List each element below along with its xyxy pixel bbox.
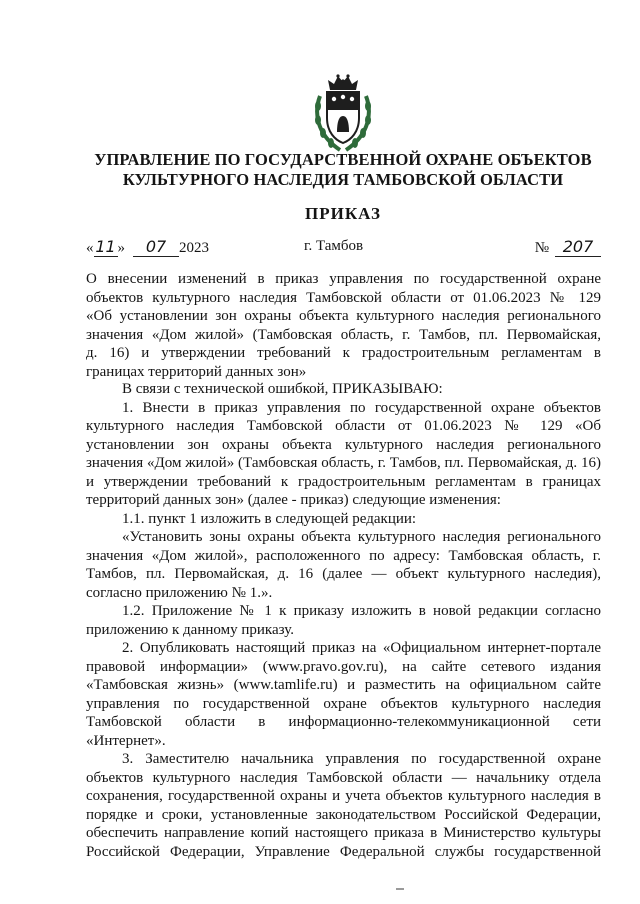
number-value: 207	[555, 238, 601, 257]
paragraph-1-1-quote: «Установить зоны охраны объекта культурного наследия регионального значения «Дом жилой», расположенного по адресу: Тамбовская область, г. Тамбов, пл. Первомайская, д. 16 (далее — объект культурного наследия), согласно приложению № 1.».	[86, 529, 601, 601]
intro-paragraph: В связи с технической ошибкой, ПРИКАЗЫВАЮ:	[122, 381, 443, 397]
paragraph-1: 1. Внести в приказ управления по государственной охране объектов культурного наследия Тамбовской области от 01.06.2023 № 129 «Об установлении зон охраны объекта культурного наследия регионального значения «Дом жилой» (Тамбовская область, г. Тамбов, пл. Первомайская, д. 16) и утверждении требований к градостроительным регламентам в границах территорий данных зон» (далее - приказ) следующие изменения:	[86, 399, 601, 508]
paragraph-1-1: 1.1. пункт 1 изложить в следующей редакции:	[122, 510, 417, 527]
subject-line: «Об установлении зон охраны объекта культурного наследия регионального	[86, 308, 601, 324]
document-date	[86, 238, 209, 257]
document-body	[86, 380, 601, 861]
paragraph-3: 3. Заместителю начальника управления по государственной охране объектов культурного наследия Тамбовской области — начальнику отдела сохранения, государственной охраны и учета объектов культурного наследия в порядке и сроки, установленные законодательством Российской Федерации, обеспечить направление копий настоящего приказа в Министерство культуры Российской Федерации, Управление Федеральной службы государственной	[86, 751, 601, 860]
document-type: ПРИКАЗ	[305, 204, 381, 223]
date-month: 07	[133, 238, 179, 257]
document-subject	[86, 270, 601, 381]
subject-line: д. 16) и утверждении требований к градостроительным регламентам в	[86, 345, 601, 361]
date-year: 2023	[179, 240, 209, 256]
number-sign: №	[534, 240, 549, 256]
organization-line-2: КУЛЬТУРНОГО НАСЛЕДИЯ ТАМБОВСКОЙ ОБЛАСТИ	[122, 170, 564, 189]
subject-line: значения «Дом жилой» (Тамбовская область, г. Тамбов, пл. Первомайская,	[86, 326, 601, 343]
organization-line-1: УПРАВЛЕНИЕ ПО ГОСУДАРСТВЕННОЙ ОХРАНЕ ОБЪЕКТОВ	[94, 150, 592, 169]
document-city: г. Тамбов	[304, 238, 364, 254]
date-quote-open: «	[86, 240, 94, 256]
coat-of-arms-icon	[310, 72, 376, 154]
paragraph-2: 2. Опубликовать настоящий приказ на «Официальном интернет-портале правовой информации» (www.pravo.gov.ru), на сайте сетевого издания «Тамбовская жизнь» (www.tamlife.ru) и разместить на официальном сайте управления по государственной охране объектов культурного наследия Тамбовской области в информационно-телекоммуникационной сети «Интернет».	[86, 640, 601, 749]
document-number	[535, 238, 601, 257]
scan-mark	[396, 888, 404, 890]
paragraph-1-2: 1.2. Приложение № 1 к приказу изложить в новой редакции согласно приложению к данному приказу.	[86, 603, 601, 638]
date-day: 11	[95, 237, 116, 256]
date-quote-close: »	[117, 240, 125, 256]
subject-line: границах территорий данных зон»	[86, 363, 307, 380]
organization-name	[60, 150, 626, 190]
subject-line: О внесении изменений в приказ управления по государственной охране	[86, 271, 601, 287]
subject-line: объектов культурного наследия Тамбовской области от 01.06.2023 № 129	[86, 289, 601, 306]
document-meta	[86, 238, 601, 260]
